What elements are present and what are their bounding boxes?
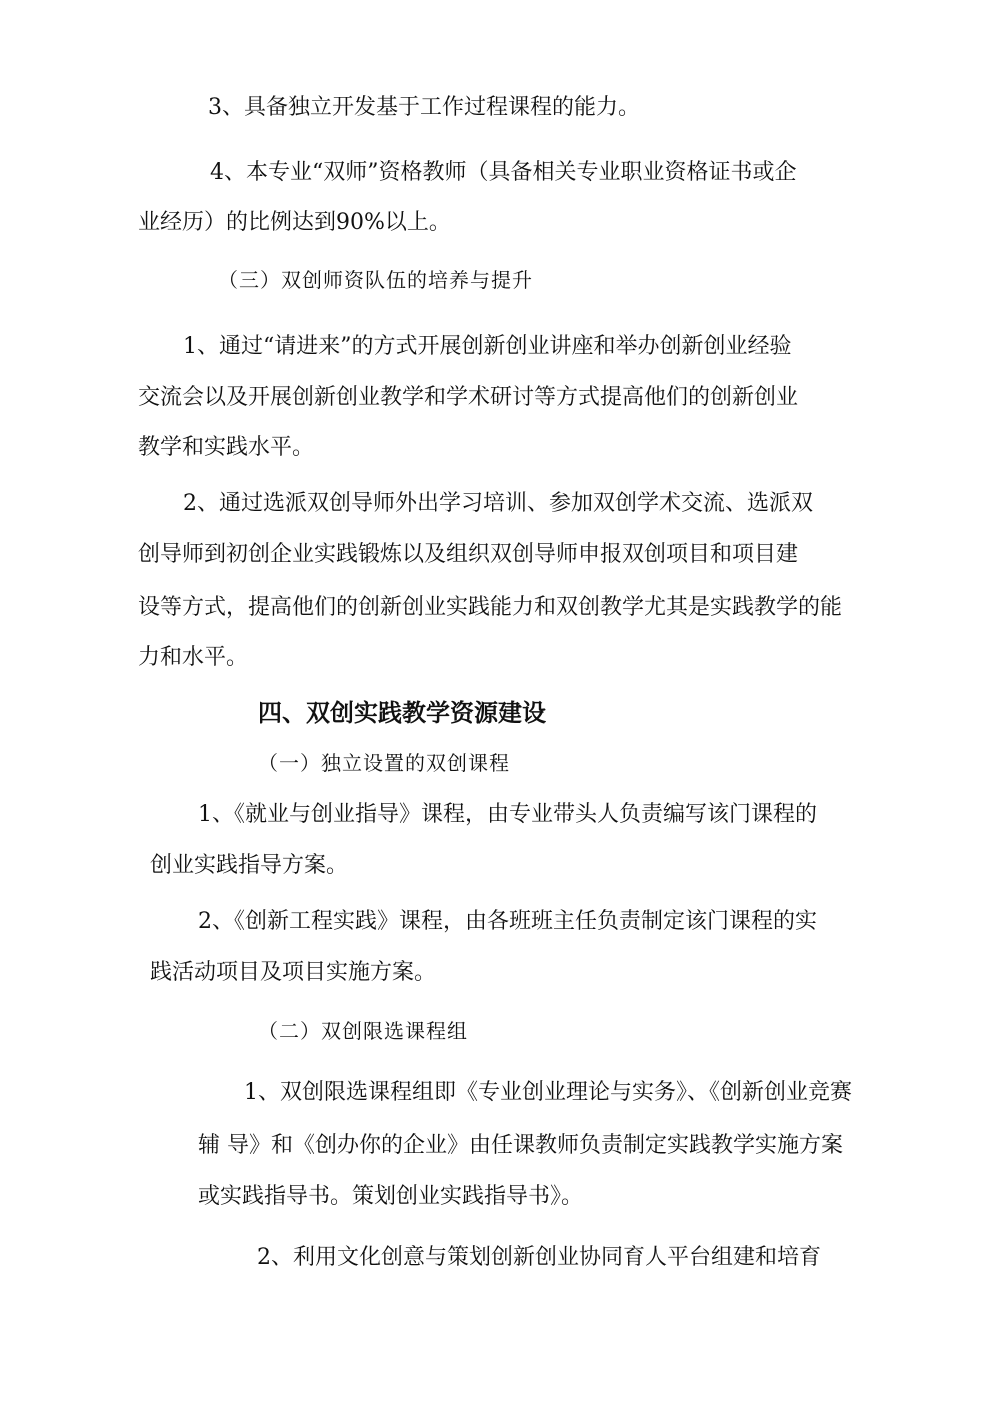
- paragraph-line: 1、通过“请进来”的方式开展创新创业讲座和举办创新创业经验: [183, 334, 792, 359]
- paragraph-line: 2、利用文化创意与策划创新创业协同育人平台组建和培育: [257, 1245, 821, 1270]
- paragraph-line: 教学和实践水平。: [138, 435, 315, 460]
- paragraph-line: 交流会以及开展创新创业教学和学术研讨等方式提高他们的创新创业: [138, 385, 799, 410]
- section-subheading: （一）独立设置的双创课程: [258, 751, 510, 775]
- paragraph-line: 1、《就业与创业指导》课程，由专业带头人负责编写该门课程的: [198, 802, 817, 827]
- paragraph-line: 践活动项目及项目实施方案。: [150, 960, 437, 985]
- paragraph-line: 创导师到初创企业实践锻炼以及组织双创导师申报双创项目和项目建: [138, 542, 799, 567]
- paragraph-line: 辅 导》和《创办你的企业》由任课教师负责制定实践教学实施方案: [198, 1133, 843, 1158]
- paragraph-line: 业经历）的比例达到90%以上。: [138, 210, 451, 235]
- paragraph-line: 4、本专业“双师”资格教师（具备相关专业职业资格证书或企: [210, 160, 797, 185]
- paragraph-line: 2、通过选派双创导师外出学习培训、参加双创学术交流、选派双: [183, 491, 813, 516]
- section-subheading: （二）双创限选课程组: [258, 1019, 468, 1043]
- paragraph-line: 设等方式，提高他们的创新创业实践能力和双创教学尤其是实践教学的能: [138, 595, 843, 620]
- section-subheading: （三）双创师资队伍的培养与提升: [218, 268, 533, 292]
- paragraph-line: 力和水平。: [138, 645, 249, 670]
- paragraph-line: 3、具备独立开发基于工作过程课程的能力。: [208, 95, 640, 120]
- paragraph-line: 2、《创新工程实践》课程，由各班班主任负责制定该门课程的实: [198, 909, 817, 934]
- paragraph-line: 1、双创限选课程组即《专业创业理论与实务》、《创新创业竞赛: [244, 1080, 852, 1105]
- paragraph-line: 创业实践指导方案。: [150, 853, 349, 878]
- paragraph-line: 或实践指导书。策划创业实践指导书》。: [198, 1184, 584, 1209]
- section-heading: 四、双创实践教学资源建设: [258, 699, 546, 727]
